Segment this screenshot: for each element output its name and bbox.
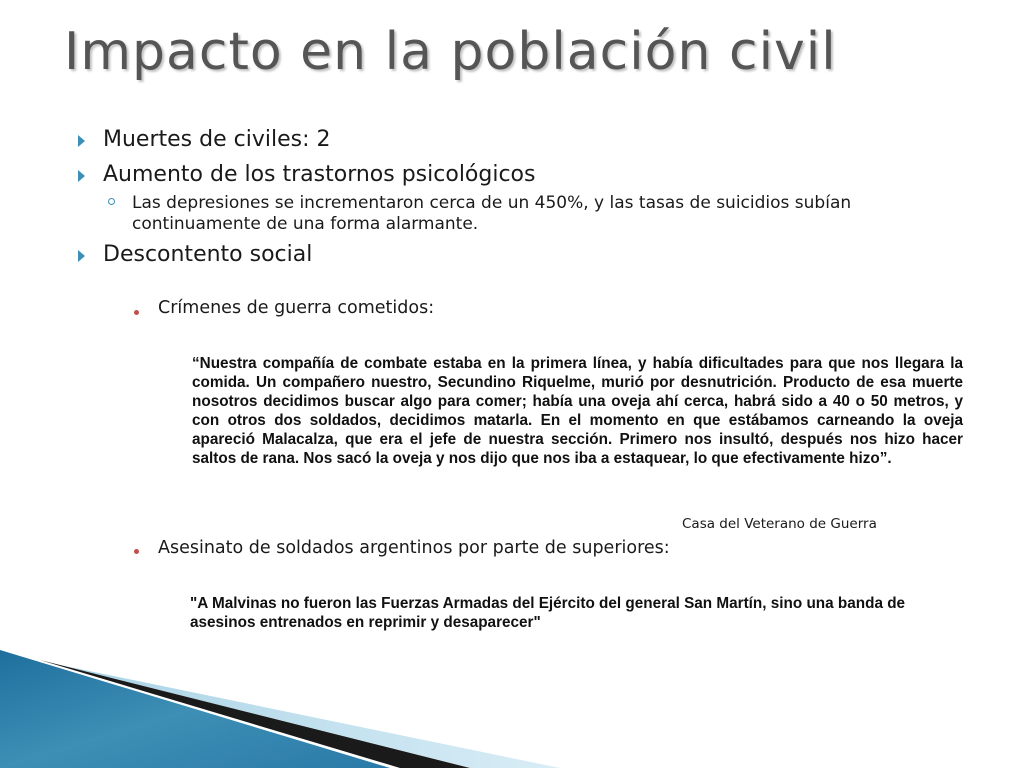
bullet-text: Muertes de civiles: 2 [103, 127, 331, 152]
quote-source: Casa del Veterano de Guerra [682, 516, 877, 532]
item-war-crimes: Crímenes de guerra cometidos: [158, 298, 435, 318]
quote-malvinas: "A Malvinas no fueron las Fuerzas Armadas del Ejército del general San Martín, sino una banda de asesinos entrenados en reprimir y desaparecer" [190, 595, 906, 631]
sub-bullet-depression: Las depresiones se incrementaron cerca de un 450%, y las tasas de suicidios subían continuamente de una forma alarmante. [132, 193, 852, 234]
bullet-text: Aumento de los trastornos psicológicos [103, 162, 536, 187]
quote-riquelme: “Nuestra compañía de combate estaba en la primera línea, y había dificultades para que nos llegara la comida. Un compañero nuestro, Secundino Riquelme, murió por desnutrición. Producto de esa muerte nosotros decidimos buscar algo para comer; había una oveja ahí cerca, habrá sido a 40 o 50 metros, y con otros dos soldados, decidimos matarla. En el momento en que estábamos carneando la oveja apareció Malacalza, que era el jefe de nuestra sección. Primero nos insultó, después nos hizo hacer saltos de rana. Nos sacó la oveja y nos dijo que nos iba a estaquear, lo que efectivamente hizo”. [192, 355, 963, 467]
bullet-text: Descontento social [103, 242, 313, 267]
item-soldier-killings: Asesinato de soldados argentinos por parte de superiores: [158, 538, 670, 558]
slide-title: Impacto en la población civil [64, 22, 837, 82]
